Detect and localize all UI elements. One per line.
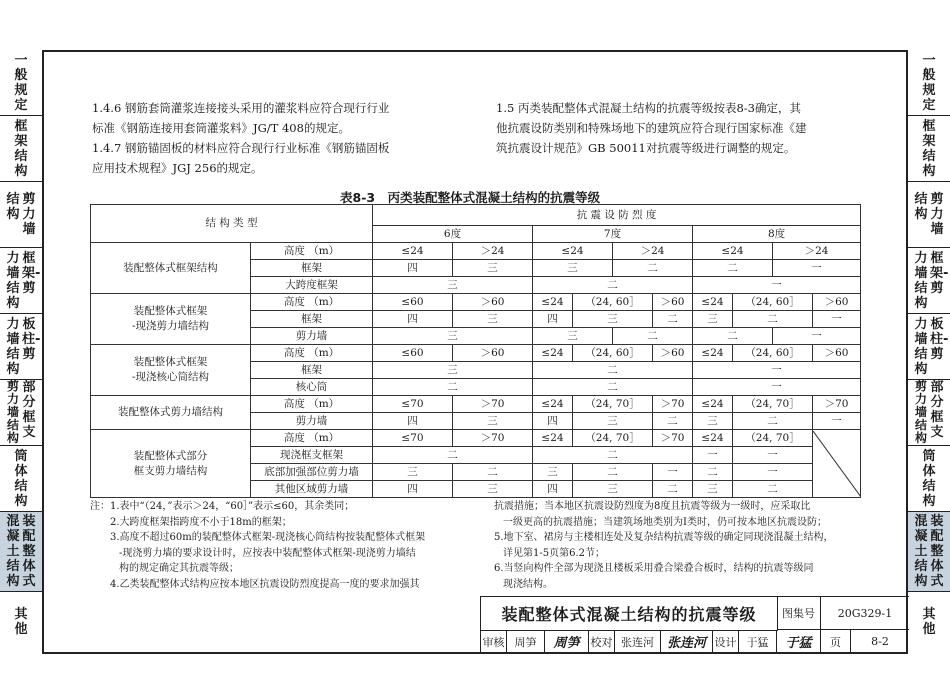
page-number: 8-2: [871, 635, 889, 648]
note-1: 注：1.表中“（24，”表示＞24，“60］”表示≤60，其余类同；: [90, 501, 355, 512]
clause-1-5-line3: 筑抗震设计规范》GB 50011对抗震等级进行调整的规定。: [496, 141, 796, 155]
row-label-height: 高度 （m）: [251, 430, 373, 447]
table-cell: ＞60: [453, 294, 533, 311]
note-3-line3: 构的规定确定其抗震等级；: [119, 563, 239, 574]
table-cell: ≤24: [693, 345, 733, 362]
tab-tube-right[interactable]: 筒体结构: [908, 446, 950, 512]
table-cell: （24, 70］: [573, 396, 653, 413]
group-name-line1: 装配整体式框架: [133, 305, 208, 317]
table-cell: 三: [533, 464, 573, 481]
row-label-frame: 框架: [251, 362, 373, 379]
table-cell: ＞24: [453, 243, 533, 260]
table-cell: 二: [533, 379, 693, 396]
note-6-line1: 6.当竖向构件全部为现浇且楼板采用叠合梁叠合板时，结构的抗震等级同: [494, 563, 814, 574]
table-cell: 二: [573, 464, 653, 481]
review-label: 审核: [481, 630, 507, 653]
table-cell: 三: [693, 413, 733, 430]
table-cell: （24, 70］: [733, 396, 813, 413]
table-cell: ＞70: [653, 396, 693, 413]
table-cell: （24, 60］: [733, 345, 813, 362]
table-cell: 一: [773, 328, 861, 345]
table-cell: 一: [813, 413, 861, 430]
diagonal-slash: [813, 431, 861, 497]
group-name-line1: 装配整体式部分: [133, 449, 208, 462]
table-cell: 三: [573, 311, 653, 328]
table-cell: 二: [533, 362, 693, 379]
table-cell: 一: [733, 447, 813, 464]
check-label: 校对: [589, 630, 615, 653]
header-intensity: 抗 震 设 防 烈 度: [373, 205, 861, 226]
table-cell: 二: [693, 464, 733, 481]
tab-other-right[interactable]: 其他: [922, 607, 936, 637]
table-cell: 三: [453, 260, 533, 277]
table-cell: 四: [373, 260, 453, 277]
row-label-bigspan: 大跨度框架: [251, 277, 373, 294]
tab-slab-column-right[interactable]: 力墙结构 板柱-剪: [908, 314, 950, 380]
tab-partial-frame-left[interactable]: 剪力墙结构 部分框支: [0, 380, 42, 446]
tab-partial-frame-right[interactable]: 剪力墙结构 部分框支: [908, 380, 950, 446]
drawing-title: 装配整体式混凝土结构的抗震等级: [481, 597, 778, 631]
table-cell: 一: [653, 464, 693, 481]
table-cell: 三: [693, 311, 733, 328]
row-label-frame: 框架: [251, 311, 373, 328]
clause-1-4-6-line1: 1.4.6 钢筋套筒灌浆连接接头采用的灌浆料应符合现行行业: [92, 101, 390, 115]
table-cell: 二: [653, 481, 693, 498]
table-cell: 三: [573, 481, 653, 498]
table-cell: 二: [653, 413, 693, 430]
table-cell: 三: [373, 277, 533, 294]
atlas-label: 图集号: [777, 597, 821, 630]
row-label-core-tube: 核心筒: [251, 379, 373, 396]
table-cell: ＞70: [453, 396, 533, 413]
table-cell: 三: [573, 413, 653, 430]
checker-signature: 张连河: [661, 630, 713, 653]
table-cell: 二: [373, 379, 533, 396]
table-cell: 四: [373, 481, 453, 498]
tab-slab-column-left[interactable]: 力墙结构 板柱-剪: [0, 314, 42, 380]
notes-left: [90, 499, 480, 592]
table-cell: ≤24: [693, 243, 773, 260]
row-label-frame: 框架: [251, 260, 373, 277]
note-5-line1: 5.地下室、裙房与主楼相连处及复杂结构抗震等级的确定同现浇混凝土结构，: [494, 532, 834, 543]
reviewer-name: 周笋: [507, 630, 545, 653]
table-cell: 四: [373, 311, 453, 328]
table-cell: 三: [453, 413, 533, 430]
table-cell: ＞60: [653, 294, 693, 311]
group-shearwall-name: 装配整体式剪力墙结构: [91, 396, 251, 430]
table-cell: 一: [693, 379, 861, 396]
table-cell: ＞70: [813, 396, 861, 413]
design-label: 设计: [713, 630, 739, 653]
table-cell: 四: [533, 311, 573, 328]
table-cell: 二: [693, 260, 773, 277]
tab-frame-shear-wall-right[interactable]: 力墙结构 框架-剪: [908, 248, 950, 314]
table-cell: ≤24: [693, 294, 733, 311]
table-cell: 二: [733, 311, 813, 328]
clause-1-4-7-line1: 1.4.7 钢筋锚固板的材料应符合现行行业标准《钢筋锚固板: [92, 141, 390, 155]
table-cell: 二: [613, 328, 693, 345]
table-cell: ≤24: [693, 430, 733, 447]
group-name-line1: 装配整体式框架: [133, 356, 208, 368]
tab-prefab-right[interactable]: 混凝土结构 装配整体式: [908, 512, 950, 592]
checker-name: 张连河: [615, 630, 661, 653]
table-cell: 三: [373, 464, 453, 481]
table-cell: 三: [533, 328, 613, 345]
table-cell: ＞60: [813, 294, 861, 311]
tab-frame-left[interactable]: 框架结构: [0, 116, 42, 182]
table-cell: 三: [373, 328, 533, 345]
table-cell: ≤60: [373, 294, 453, 311]
note-3-line1: 3.高度不超过60m的装配整体式框架-现浇核心筒结构按装配整体式框架: [110, 532, 426, 543]
table-cell: 一: [773, 260, 861, 277]
frame-top-line: [42, 50, 908, 52]
row-label-other-wall: 其他区域剪力墙: [251, 481, 373, 498]
table-title: 表8-3 丙类装配整体式混凝土结构的抗震等级: [340, 190, 601, 205]
table-cell: 二: [373, 447, 533, 464]
table-cell: 二: [533, 277, 693, 294]
title-block: [480, 596, 909, 653]
table-cell: ≤24: [373, 243, 453, 260]
table-cell: （24, 60］: [733, 294, 813, 311]
table-cell: （24, 70］: [733, 430, 813, 447]
table-cell: ＞60: [653, 345, 693, 362]
row-label-transfer-frame: 现浇框支框架: [251, 447, 373, 464]
table-cell: ≤70: [373, 396, 453, 413]
group-name-line2: -现浇剪力墙结构: [131, 320, 210, 332]
table-cell: ＞70: [653, 430, 693, 447]
note-3-line2: -现浇剪力墙的要求设计时，应按表中装配整体式框架-现浇剪力墙结: [119, 547, 416, 559]
row-label-height: 高度 （m）: [251, 294, 373, 311]
reviewer-signature: 周笋: [545, 630, 589, 653]
table-cell: ＞24: [773, 243, 861, 260]
header-structure-type: 结 构 类 型: [91, 205, 373, 243]
tab-shear-wall-right[interactable]: 结构 剪力墙: [908, 182, 950, 248]
intro-left: [92, 98, 389, 178]
header-6deg: 6度: [373, 226, 533, 243]
row-label-bottom-wall: 底部加强部位剪力墙: [251, 464, 373, 481]
not-applicable-cell: [813, 430, 861, 498]
table-cell: ≤24: [693, 396, 733, 413]
table-cell: （24, 60］: [573, 345, 653, 362]
clause-1-5-line2: 他抗震设防类别和特殊场地下的建筑应符合现行国家标准《建: [496, 121, 807, 135]
table-cell: ≤24: [533, 396, 573, 413]
table-cell: 一: [693, 362, 861, 379]
note-4-line3: 一级更高的抗震措施；当建筑场地类别为I类时，仍可按本地区抗震设防；: [503, 516, 827, 528]
table-cell: 一: [813, 311, 861, 328]
table-cell: 四: [373, 413, 453, 430]
table-cell: 三: [373, 362, 533, 379]
group-frame-core-name: [91, 345, 251, 396]
note-5-line2: 详见第1-5页第6.2节；: [503, 547, 606, 559]
table-cell: 二: [693, 328, 773, 345]
table-cell: 四: [533, 413, 573, 430]
tab-general-right[interactable]: 一般规定: [908, 50, 950, 116]
header-7deg: 7度: [533, 226, 693, 243]
table-cell: 二: [613, 260, 693, 277]
table-cell: 三: [533, 260, 613, 277]
intro-right: [496, 98, 807, 158]
designer-name: 于猛: [739, 630, 777, 653]
table-cell: 三: [693, 481, 733, 498]
table-cell: ＞24: [613, 243, 693, 260]
clause-1-5-line1: 1.5 丙类装配整体式混凝土结构的抗震等级按表8-3确定，其: [496, 101, 801, 115]
table-cell: 二: [653, 311, 693, 328]
page-label: 页: [821, 630, 851, 653]
table-cell: ≤24: [533, 243, 613, 260]
designer-signature: 于猛: [777, 630, 821, 653]
table-cell: 一: [733, 464, 813, 481]
clause-1-4-6-line2: 标准《钢筋连接用套筒灌浆料》JG/T 408的规定。: [92, 121, 350, 135]
note-2: 2.大跨度框架指跨度不小于18m的框架；: [110, 516, 292, 528]
table-cell: ＞70: [453, 430, 533, 447]
atlas-number: 20G329-1: [821, 597, 909, 630]
table-cell: 三: [453, 311, 533, 328]
table-cell: ≤60: [373, 345, 453, 362]
table-cell: 二: [533, 447, 693, 464]
table-cell: 三: [453, 481, 533, 498]
table-cell: ＞60: [813, 345, 861, 362]
header-8deg: 8度: [693, 226, 861, 243]
clause-1-4-7-line2: 应用技术规程》JGJ 256的规定。: [92, 161, 263, 175]
tab-tube-left[interactable]: 筒体结构: [0, 446, 42, 512]
table-cell: 二: [453, 464, 533, 481]
notes-right: [494, 499, 904, 592]
table-cell: ≤24: [533, 430, 573, 447]
table-cell: （24, 60］: [573, 294, 653, 311]
table-cell: ≤70: [373, 430, 453, 447]
group-name-line2: 框支剪力墙结构: [133, 464, 208, 477]
frame-left-line: [42, 50, 44, 652]
row-label-shear-wall: 剪力墙: [251, 328, 373, 345]
tab-frame-shear-wall-left[interactable]: 力墙结构 框架-剪: [0, 248, 42, 314]
table-cell: 二: [733, 413, 813, 430]
row-label-height: 高度 （m）: [251, 345, 373, 362]
tab-general-left[interactable]: 一般规定: [0, 50, 42, 116]
note-6-line2: 现浇结构。: [503, 578, 553, 590]
note-4-line1: 4.乙类装配整体式结构应按本地区抗震设防烈度提高一度的要求加强其: [110, 578, 420, 590]
group-frame-name: 装配整体式框架结构: [91, 243, 251, 294]
left-side-tabs: [0, 50, 42, 652]
row-label-shear-wall: 剪力墙: [251, 413, 373, 430]
note-4-line2: 抗震措施；当本地区抗震设防烈度为8度且抗震等级为一级时，应采取比: [494, 501, 811, 512]
row-label-height: 高度 （m）: [251, 243, 373, 260]
table-cell: 一: [693, 277, 861, 294]
row-label-height: 高度 （m）: [251, 396, 373, 413]
tab-shear-wall-left[interactable]: 结构 剪力墙: [0, 182, 42, 248]
group-partial-frame-name: [91, 430, 251, 498]
group-frame-shearwall-name: [91, 294, 251, 345]
tab-prefab-left[interactable]: 混凝土结构 装配整体式: [0, 512, 42, 592]
right-side-tabs: [908, 50, 950, 652]
tab-other-left[interactable]: 其他: [14, 607, 28, 637]
table-cell: ≤24: [533, 345, 573, 362]
table-cell: ≤24: [533, 294, 573, 311]
tab-frame-right[interactable]: 框架结构: [908, 116, 950, 182]
table-cell: 二: [733, 481, 813, 498]
table-cell: ＞60: [453, 345, 533, 362]
group-name-line2: -现浇核心筒结构: [131, 371, 210, 383]
table-cell: 四: [533, 481, 573, 498]
table-cell: 一: [693, 447, 733, 464]
seismic-grade-table: [90, 204, 861, 498]
table-cell: （24, 70］: [573, 430, 653, 447]
